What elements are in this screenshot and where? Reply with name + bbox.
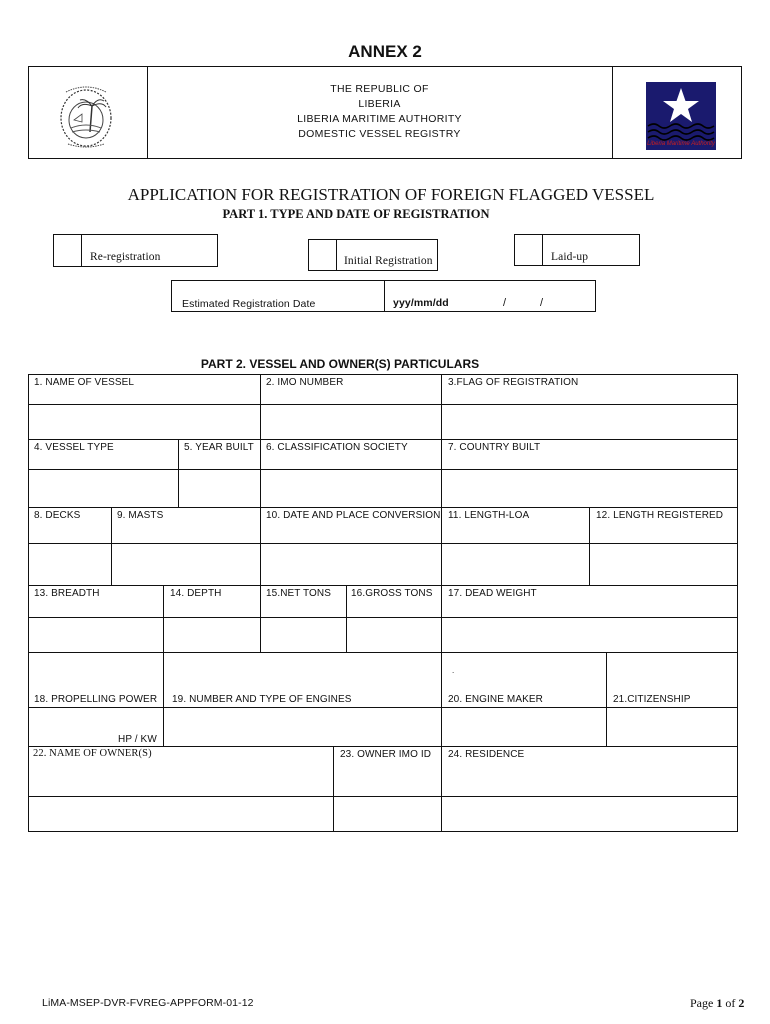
star-flag-icon <box>646 82 716 150</box>
net-tons-field[interactable] <box>261 618 345 651</box>
owner-imo-id-label: 23. OWNER IMO ID <box>340 749 432 760</box>
vessel-type-label: 4. VESSEL TYPE <box>34 442 114 453</box>
masts-field[interactable] <box>112 544 259 584</box>
country-built-label: 7. COUNTRY BUILT <box>448 442 541 453</box>
decks-label: 8. DECKS <box>34 510 81 521</box>
flag-of-registration-label: 3.FLAG OF REGISTRATION <box>448 377 579 388</box>
length-registered-label: 12. LENGTH REGISTERED <box>596 510 724 521</box>
engine-maker-label: 20. ENGINE MAKER <box>448 694 543 705</box>
header-line2: LIBERIA <box>358 98 401 110</box>
country-built-field[interactable] <box>442 470 737 506</box>
year-built-label: 5. YEAR BUILT <box>184 442 254 453</box>
header-line1: THE REPUBLIC OF <box>330 83 429 95</box>
date-place-conversion-label: 10. DATE AND PLACE CONVERSION <box>266 510 441 521</box>
length-loa-label: 11. LENGTH-LOA <box>448 510 530 521</box>
breadth-label: 13. BREADTH <box>34 588 100 599</box>
masts-label: 9. MASTS <box>117 510 164 521</box>
of-word: of <box>725 996 736 1010</box>
header-line4: DOMESTIC VESSEL REGISTRY <box>298 128 461 140</box>
gross-tons-field[interactable] <box>347 618 440 651</box>
residence-label: 24. RESIDENCE <box>448 749 525 760</box>
footer-form-code: LiMA-MSEP-DVR-FVREG-APPFORM-01-12 <box>42 997 254 1009</box>
page-indicator <box>690 996 744 1011</box>
owner-imo-id-field[interactable] <box>334 797 440 831</box>
vessel-type-field[interactable] <box>29 470 177 506</box>
page-word: Page <box>690 996 714 1010</box>
part1-heading: PART 1. TYPE AND DATE OF REGISTRATION <box>222 207 490 221</box>
residence-field[interactable] <box>442 797 737 831</box>
initial-checkbox[interactable] <box>308 239 337 271</box>
classification-society-field[interactable] <box>261 470 440 506</box>
imo-number-label: 2. IMO NUMBER <box>266 377 344 388</box>
reregistration-label: Re-registration <box>90 251 161 263</box>
name-of-owners-field[interactable] <box>29 797 332 831</box>
engines-field[interactable] <box>164 708 440 745</box>
seal-icon <box>56 82 116 150</box>
classification-society-label: 6. CLASSIFICATION SOCIETY <box>266 442 408 453</box>
imo-number-field[interactable] <box>261 405 440 438</box>
name-of-vessel-label: 1. NAME OF VESSEL <box>34 377 135 388</box>
citizenship-label: 21.CITIZENSHIP <box>613 694 691 705</box>
header-text <box>147 82 612 142</box>
laidup-label: Laid-up <box>551 251 589 263</box>
initial-label: Initial Registration <box>344 255 433 267</box>
annex-title: ANNEX 2 <box>348 42 422 61</box>
engines-label: 19. NUMBER AND TYPE OF ENGINES <box>172 694 352 705</box>
date-slash-1: / <box>503 297 507 309</box>
name-of-vessel-field[interactable] <box>29 405 259 438</box>
net-tons-label: 15.NET TONS <box>266 588 332 599</box>
dot-mark: . <box>452 666 455 675</box>
part2-heading: PART 2. VESSEL AND OWNER(S) PARTICULARS <box>200 357 480 371</box>
citizenship-field[interactable] <box>607 708 737 745</box>
length-registered-field[interactable] <box>590 544 737 584</box>
page-number: 1 <box>716 996 723 1010</box>
depth-field[interactable] <box>164 618 259 651</box>
dead-weight-field[interactable] <box>442 618 737 651</box>
hp-kw-label: HP / KW <box>118 734 157 745</box>
depth-label: 14. DEPTH <box>170 588 222 599</box>
flag-of-registration-field[interactable] <box>442 405 737 438</box>
gross-tons-label: 16.GROSS TONS <box>351 588 433 599</box>
breadth-field[interactable] <box>29 618 162 651</box>
engine-maker-field[interactable] <box>442 708 605 745</box>
header-line3: LIBERIA MARITIME AUTHORITY <box>297 113 462 125</box>
reregistration-checkbox[interactable] <box>53 234 82 267</box>
date-format: yyy/mm/dd <box>393 297 449 309</box>
logo-caption: Liberia Maritime Authority <box>647 141 715 147</box>
page-total: 2 <box>738 996 745 1010</box>
date-place-conversion-field[interactable] <box>261 544 440 584</box>
decks-field[interactable] <box>29 544 110 584</box>
name-of-owners-label: 22. NAME OF OWNER(S) <box>33 748 152 759</box>
est-date-label: Estimated Registration Date <box>182 298 316 310</box>
laidup-checkbox[interactable] <box>514 234 543 266</box>
dead-weight-label: 17. DEAD WEIGHT <box>448 588 537 599</box>
form-title: APPLICATION FOR REGISTRATION OF FOREIGN FLAGGED VESSEL <box>127 185 655 204</box>
length-loa-field[interactable] <box>442 544 588 584</box>
year-built-field[interactable] <box>179 470 259 506</box>
propelling-power-label: 18. PROPELLING POWER <box>34 694 158 705</box>
date-slash-2: / <box>540 297 544 309</box>
